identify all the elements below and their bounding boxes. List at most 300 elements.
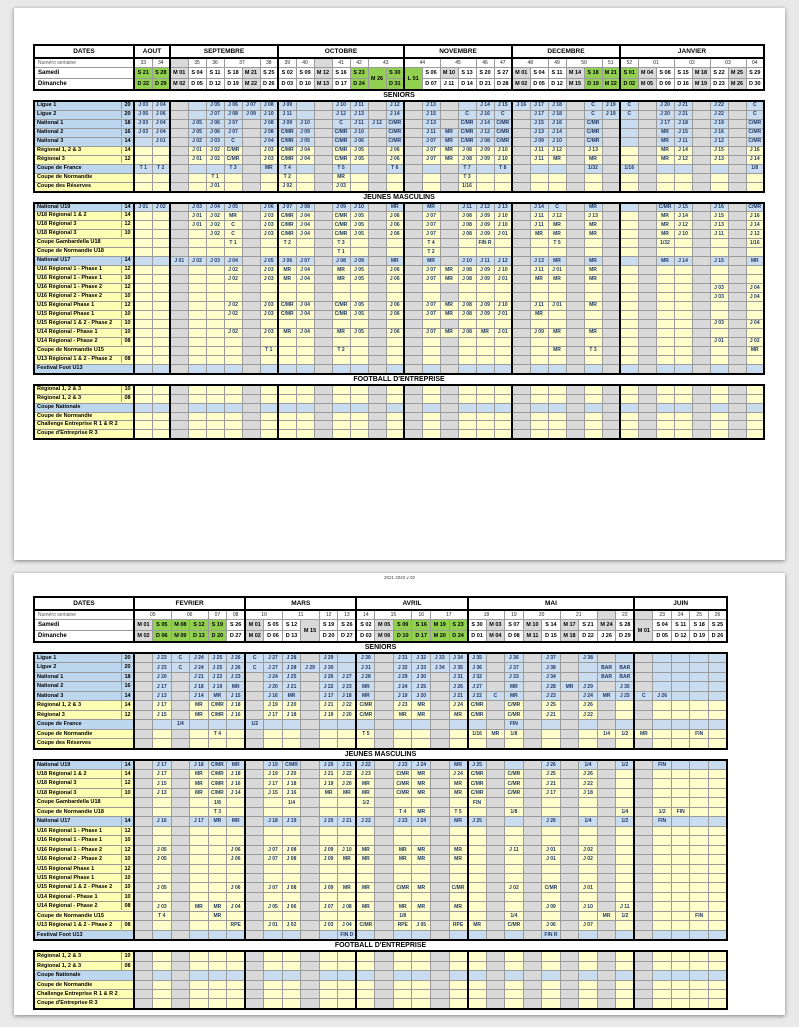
empty-cell <box>486 989 505 998</box>
empty-cell <box>208 892 227 901</box>
empty-cell <box>171 989 190 998</box>
match-cell: MR <box>440 266 458 275</box>
empty-cell <box>245 971 264 980</box>
match-cell: J 07 <box>264 845 283 854</box>
match-cell: J 06 <box>227 845 246 854</box>
empty-cell <box>671 902 690 911</box>
saturday-date-cell: S 09 <box>393 620 412 631</box>
competition-name: National 1 <box>37 673 64 680</box>
empty-cell <box>319 873 338 882</box>
competition-division: 10 <box>121 386 133 393</box>
match-cell: J 08 <box>282 845 301 854</box>
competition-label <box>34 663 134 672</box>
empty-cell <box>134 836 153 845</box>
match-cell: J 05 <box>188 119 206 128</box>
sunday-date-cell: M 02 <box>134 631 153 643</box>
match-cell: J 20 <box>282 769 301 778</box>
competition-row <box>34 239 764 248</box>
sunday-date-cell: D 20 <box>208 631 227 643</box>
empty-cell <box>301 883 320 892</box>
empty-cell <box>314 182 332 191</box>
month-header: MARS <box>245 597 356 610</box>
empty-cell <box>134 173 152 182</box>
empty-cell <box>296 101 314 110</box>
empty-cell <box>368 155 386 164</box>
empty-cell <box>692 284 710 293</box>
match-cell: J 15 <box>530 119 548 128</box>
saturday-date-cell: S 21 <box>579 620 598 631</box>
empty-cell <box>708 729 727 738</box>
empty-cell <box>746 182 764 191</box>
competition-row <box>34 155 764 164</box>
match-cell: J 23 <box>393 701 412 710</box>
empty-cell <box>242 302 260 311</box>
sunday-date-cell: D 06 <box>153 631 172 643</box>
empty-cell <box>523 836 542 845</box>
empty-cell <box>710 385 728 394</box>
empty-cell <box>386 394 404 403</box>
match-cell: J 09 <box>476 155 494 164</box>
competition-division: 12 <box>121 221 133 228</box>
empty-cell <box>530 385 548 394</box>
sunday-date-cell: D 12 <box>206 79 224 91</box>
empty-cell <box>227 999 246 1009</box>
empty-cell <box>597 999 616 1009</box>
empty-cell <box>170 403 188 412</box>
competition-label <box>34 355 134 364</box>
empty-cell <box>512 337 530 346</box>
competition-division: 10 <box>121 883 133 891</box>
empty-cell <box>620 119 638 128</box>
competition-division: 12 <box>121 266 133 273</box>
empty-cell <box>512 155 530 164</box>
empty-cell <box>728 275 746 284</box>
empty-cell <box>170 221 188 230</box>
empty-cell <box>278 403 296 412</box>
match-cell: J 13 <box>710 155 728 164</box>
match-cell: MR <box>449 788 468 797</box>
match-cell: MR <box>227 817 246 826</box>
empty-cell <box>566 239 584 248</box>
empty-cell <box>431 779 450 788</box>
empty-cell <box>486 788 505 797</box>
empty-cell <box>170 239 188 248</box>
saturday-date-cell: M 01 <box>245 620 264 631</box>
match-cell: J 15 <box>422 110 440 119</box>
sunday-date-cell: D 08 <box>505 631 524 643</box>
empty-cell <box>404 275 422 284</box>
week-number-cell: 05 <box>134 610 171 620</box>
empty-cell <box>278 364 296 373</box>
empty-cell <box>350 182 368 191</box>
competition-row <box>34 826 727 835</box>
empty-cell <box>245 883 264 892</box>
empty-cell <box>616 653 635 663</box>
match-cell: C/MR <box>505 769 524 778</box>
empty-cell <box>494 346 512 355</box>
empty-cell <box>512 412 530 421</box>
match-cell: J 03 <box>710 319 728 328</box>
empty-cell <box>208 720 227 729</box>
empty-cell <box>282 739 301 749</box>
empty-cell <box>602 319 620 328</box>
empty-cell <box>486 653 505 663</box>
empty-cell <box>188 319 206 328</box>
empty-cell <box>671 883 690 892</box>
match-cell: J 04 <box>296 221 314 230</box>
empty-cell <box>653 989 672 998</box>
sunday-date-cell: D 09 <box>656 79 674 91</box>
match-cell: J 36 <box>468 663 487 672</box>
saturday-date-cell: S 08 <box>656 68 674 79</box>
empty-cell <box>134 430 152 439</box>
empty-cell <box>690 845 709 854</box>
empty-cell <box>375 999 394 1009</box>
empty-cell <box>602 173 620 182</box>
empty-cell <box>542 864 561 873</box>
empty-cell <box>188 182 206 191</box>
empty-cell <box>634 710 653 719</box>
competition-division: 20 <box>121 102 133 109</box>
empty-cell <box>206 430 224 439</box>
empty-cell <box>301 817 320 826</box>
empty-cell <box>171 845 190 854</box>
match-cell: C/MR <box>208 788 227 797</box>
match-cell: J 09 <box>242 110 260 119</box>
competition-name: Coupe d'Entreprise R 3 <box>37 1000 98 1007</box>
empty-cell <box>671 653 690 663</box>
competition-row <box>34 293 764 302</box>
empty-cell <box>653 855 672 864</box>
empty-cell <box>171 691 190 700</box>
empty-cell <box>653 836 672 845</box>
empty-cell <box>412 980 431 989</box>
empty-cell <box>134 403 152 412</box>
match-cell: MR <box>190 710 209 719</box>
empty-cell <box>566 155 584 164</box>
empty-cell <box>431 769 450 778</box>
empty-cell <box>692 403 710 412</box>
empty-cell <box>523 826 542 835</box>
empty-cell <box>208 971 227 980</box>
empty-cell <box>282 930 301 940</box>
empty-cell <box>245 999 264 1009</box>
saturday-date-cell: M 03 <box>486 620 505 631</box>
empty-cell <box>728 164 746 173</box>
match-cell: J 26 <box>319 672 338 681</box>
sunday-date-cell: D 12 <box>548 79 566 91</box>
match-cell: 1/8 <box>746 164 764 173</box>
match-cell: J 14 <box>746 221 764 230</box>
match-cell: J 36 <box>505 653 524 663</box>
competition-row <box>34 864 727 873</box>
empty-cell <box>671 710 690 719</box>
competition-row <box>34 788 727 797</box>
match-cell: J 07 <box>422 155 440 164</box>
empty-cell <box>674 346 692 355</box>
match-cell: 1/32 <box>656 239 674 248</box>
empty-cell <box>301 729 320 738</box>
empty-cell <box>708 930 727 940</box>
empty-cell <box>548 430 566 439</box>
empty-cell <box>523 653 542 663</box>
match-cell: FIN <box>690 911 709 920</box>
match-cell: C/MR <box>278 155 296 164</box>
empty-cell <box>296 412 314 421</box>
empty-cell <box>584 319 602 328</box>
empty-cell <box>656 293 674 302</box>
empty-cell <box>671 720 690 729</box>
match-cell: J 19 <box>264 701 283 710</box>
empty-cell <box>404 328 422 337</box>
competition-name: Coupe Nationale <box>37 403 81 410</box>
match-cell: J 02 <box>746 337 764 346</box>
empty-cell <box>746 364 764 373</box>
empty-cell <box>412 961 431 970</box>
match-cell: MR <box>486 729 505 738</box>
empty-cell <box>431 864 450 873</box>
sunday-date-cell: D 26 <box>708 631 727 643</box>
empty-cell <box>440 173 458 182</box>
empty-cell <box>296 364 314 373</box>
empty-cell <box>584 430 602 439</box>
empty-cell <box>319 836 338 845</box>
empty-cell <box>260 319 278 328</box>
match-cell: J 03 <box>206 257 224 266</box>
match-cell: J 08 <box>458 230 476 239</box>
match-cell: J 10 <box>494 221 512 230</box>
match-cell: J 16 <box>476 110 494 119</box>
match-cell: MR <box>597 691 616 700</box>
match-cell: J 03 <box>134 128 152 137</box>
empty-cell <box>653 729 672 738</box>
month-header: OCTOBRE <box>278 45 404 58</box>
match-cell: J 13 <box>494 203 512 212</box>
empty-cell <box>422 355 440 364</box>
empty-cell <box>710 310 728 319</box>
empty-cell <box>634 855 653 864</box>
match-cell: J 13 <box>153 691 172 700</box>
match-cell: J 01 <box>548 302 566 311</box>
empty-cell <box>560 720 579 729</box>
empty-cell <box>338 653 357 663</box>
empty-cell <box>368 430 386 439</box>
empty-cell <box>245 911 264 920</box>
competition-row <box>34 110 764 119</box>
empty-cell <box>634 902 653 911</box>
empty-cell <box>134 385 152 394</box>
empty-cell <box>634 873 653 882</box>
competition-label <box>34 173 134 182</box>
empty-cell <box>412 892 431 901</box>
empty-cell <box>301 760 320 770</box>
match-cell: C <box>332 119 350 128</box>
empty-cell <box>282 836 301 845</box>
match-cell: J 22 <box>356 817 375 826</box>
empty-cell <box>746 275 764 284</box>
empty-cell <box>602 302 620 311</box>
empty-cell <box>597 798 616 807</box>
sunday-date-cell: D 12 <box>671 631 690 643</box>
empty-cell <box>638 230 656 239</box>
empty-cell <box>692 173 710 182</box>
week-number-cell: 24 <box>671 610 690 620</box>
empty-cell <box>319 930 338 940</box>
empty-cell <box>152 275 170 284</box>
match-cell: J 06 <box>206 128 224 137</box>
empty-cell <box>671 739 690 749</box>
empty-cell <box>278 284 296 293</box>
empty-cell <box>566 257 584 266</box>
match-cell: J 23 <box>393 760 412 770</box>
match-cell: J 17 <box>153 769 172 778</box>
empty-cell <box>393 729 412 738</box>
match-cell: J 14 <box>674 146 692 155</box>
empty-cell <box>375 971 394 980</box>
empty-cell <box>584 337 602 346</box>
match-cell: J 24 <box>412 760 431 770</box>
empty-cell <box>422 385 440 394</box>
empty-cell <box>208 864 227 873</box>
empty-cell <box>170 394 188 403</box>
match-cell: J 20 <box>319 760 338 770</box>
empty-cell <box>242 212 260 221</box>
empty-cell <box>264 930 283 940</box>
week-number-cell: 21 <box>560 610 597 620</box>
match-cell: J 33 <box>412 663 431 672</box>
match-cell: J 08 <box>338 902 357 911</box>
competition-division: 10 <box>121 293 133 300</box>
empty-cell <box>368 302 386 311</box>
match-cell: MR <box>584 302 602 311</box>
empty-cell <box>468 864 487 873</box>
match-cell: BAR <box>597 672 616 681</box>
match-cell: J 20 <box>264 682 283 691</box>
empty-cell <box>566 302 584 311</box>
match-cell: J 09 <box>476 266 494 275</box>
empty-cell <box>512 257 530 266</box>
match-cell: MR <box>356 883 375 892</box>
match-cell: J 06 <box>386 275 404 284</box>
empty-cell <box>710 164 728 173</box>
saturday-row-label: Samedi <box>34 68 134 79</box>
match-cell: C/MR <box>505 779 524 788</box>
empty-cell <box>708 864 727 873</box>
empty-cell <box>494 248 512 257</box>
empty-cell <box>368 137 386 146</box>
sunday-date-cell: M 02 <box>245 631 264 643</box>
empty-cell <box>560 951 579 961</box>
sunday-date-cell: D 17 <box>332 79 350 91</box>
empty-cell <box>616 779 635 788</box>
competition-label <box>34 421 134 430</box>
match-cell: T 4 <box>278 164 296 173</box>
match-cell: J 23 <box>153 653 172 663</box>
empty-cell <box>505 817 524 826</box>
match-cell: J 10 <box>332 101 350 110</box>
empty-cell <box>152 284 170 293</box>
match-cell: J 26 <box>579 769 598 778</box>
empty-cell <box>708 739 727 749</box>
empty-cell <box>566 248 584 257</box>
match-cell: MR <box>530 275 548 284</box>
match-cell: J 04 <box>227 902 246 911</box>
match-cell: J 01 <box>494 310 512 319</box>
empty-cell <box>188 328 206 337</box>
empty-cell <box>188 385 206 394</box>
match-cell: J 20 <box>282 701 301 710</box>
empty-cell <box>708 720 727 729</box>
empty-cell <box>530 421 548 430</box>
match-cell: C/MR <box>458 119 476 128</box>
sunday-date-cell: M 05 <box>638 79 656 91</box>
empty-cell <box>314 266 332 275</box>
empty-cell <box>338 951 357 961</box>
empty-cell <box>523 902 542 911</box>
empty-cell <box>375 769 394 778</box>
week-number-cell: 06 <box>171 610 208 620</box>
empty-cell <box>690 902 709 911</box>
empty-cell <box>188 110 206 119</box>
week-number-cell: 26 <box>708 610 727 620</box>
match-cell: J 31 <box>356 663 375 672</box>
empty-cell <box>542 729 561 738</box>
empty-cell <box>560 836 579 845</box>
empty-cell <box>494 394 512 403</box>
empty-cell <box>153 951 172 961</box>
empty-cell <box>458 284 476 293</box>
empty-cell <box>616 951 635 961</box>
empty-cell <box>634 864 653 873</box>
empty-cell <box>620 319 638 328</box>
empty-cell <box>301 999 320 1009</box>
empty-cell <box>584 385 602 394</box>
empty-cell <box>404 212 422 221</box>
competition-row <box>34 836 727 845</box>
competition-name: Ligue 1 <box>37 102 57 108</box>
empty-cell <box>746 173 764 182</box>
match-cell: J 08 <box>260 119 278 128</box>
empty-cell <box>708 921 727 930</box>
empty-cell <box>224 173 242 182</box>
empty-cell <box>523 999 542 1009</box>
empty-cell <box>245 855 264 864</box>
empty-cell <box>530 248 548 257</box>
match-cell: T 4 <box>153 911 172 920</box>
competition-name: National U19 <box>37 761 71 768</box>
competition-name: Coupe de Normandie <box>37 730 93 737</box>
match-cell: C <box>224 230 242 239</box>
empty-cell <box>368 212 386 221</box>
empty-cell <box>260 430 278 439</box>
empty-cell <box>245 798 264 807</box>
match-cell: MR <box>278 266 296 275</box>
match-cell: T 3 <box>584 346 602 355</box>
empty-cell <box>708 817 727 826</box>
empty-cell <box>190 921 209 930</box>
match-cell: J 23 <box>338 682 357 691</box>
empty-cell <box>690 883 709 892</box>
empty-cell <box>597 682 616 691</box>
match-cell: J 12 <box>710 137 728 146</box>
match-cell: J 26 <box>653 691 672 700</box>
empty-cell <box>368 173 386 182</box>
empty-cell <box>671 930 690 940</box>
competition-row <box>34 364 764 373</box>
empty-cell <box>431 817 450 826</box>
competition-row <box>34 845 727 854</box>
empty-cell <box>245 729 264 738</box>
